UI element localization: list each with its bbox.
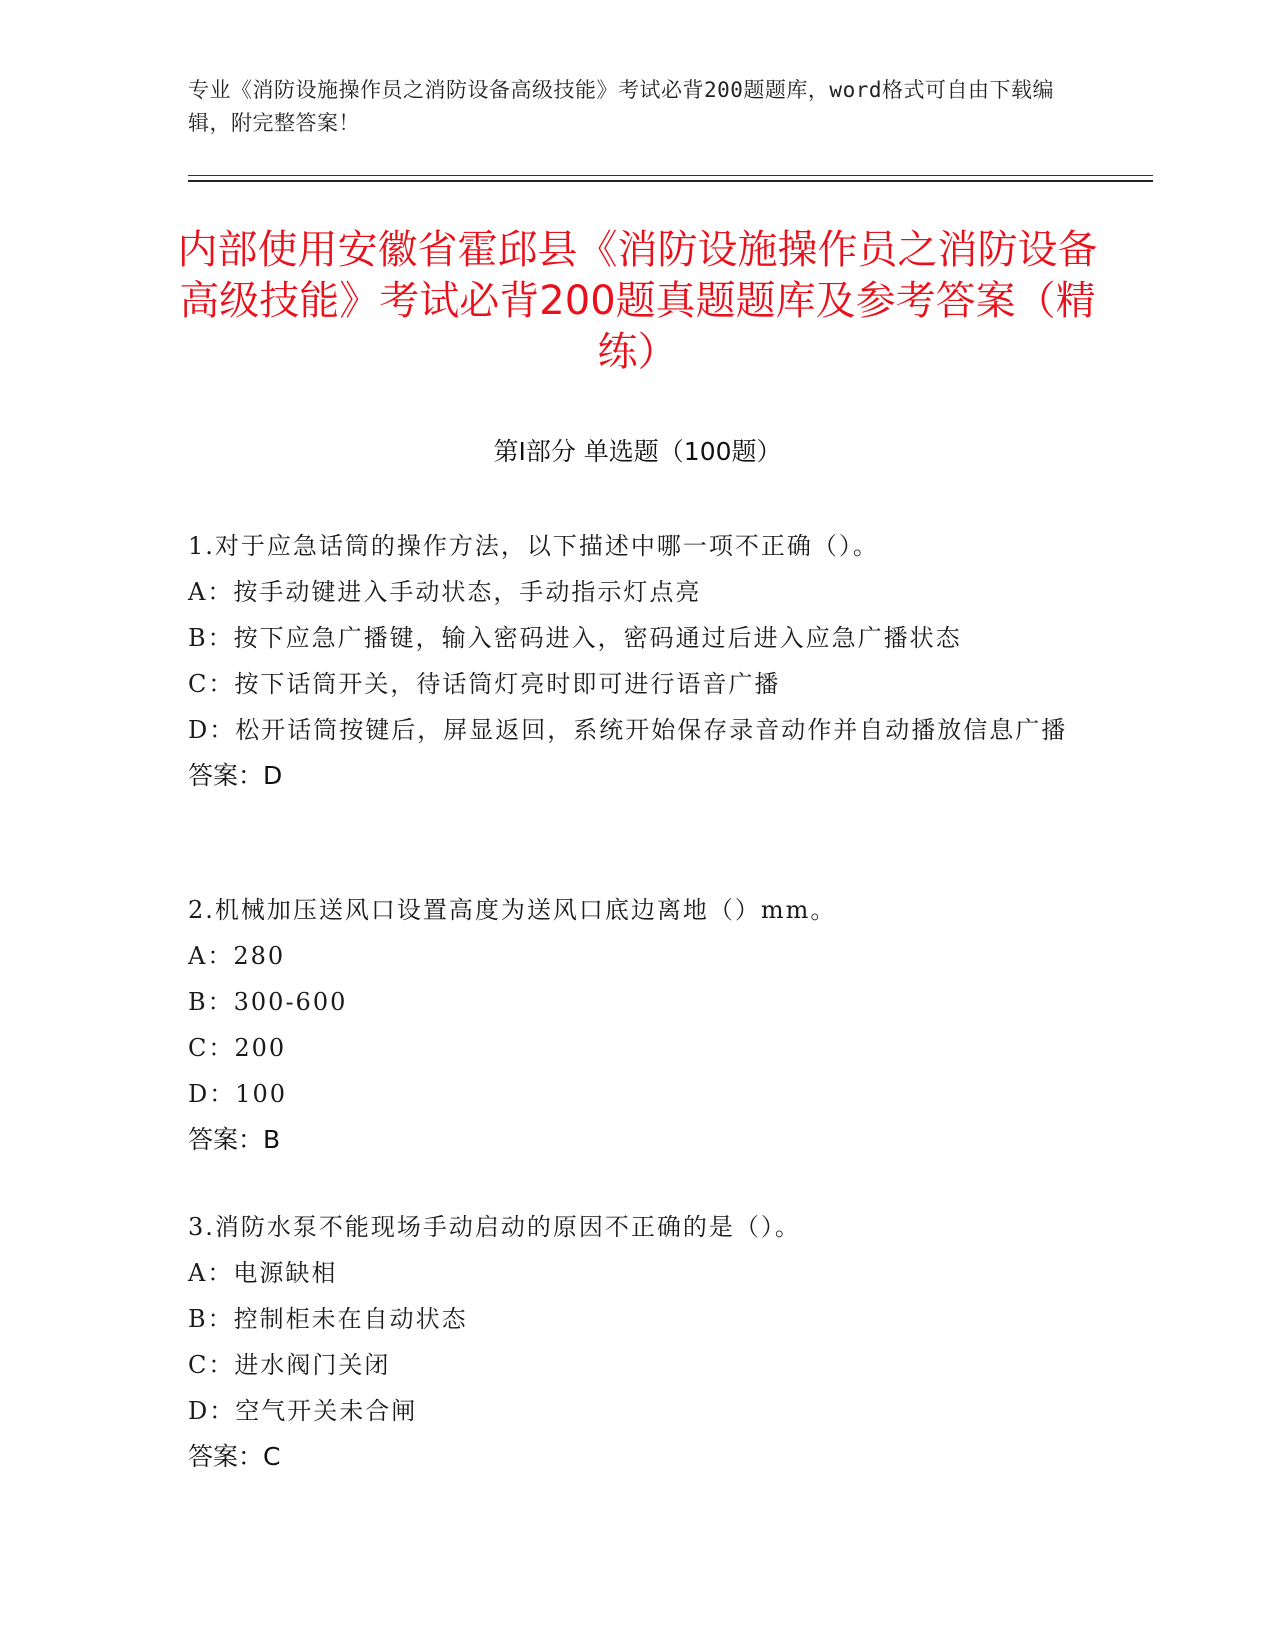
question-2 xyxy=(188,887,1088,1163)
option-c: C：200 xyxy=(188,1034,287,1062)
option-b: B：300-600 xyxy=(188,988,348,1016)
question-text: 2.机械加压送风口设置高度为送风口底边离地（）mm。 xyxy=(188,896,837,924)
option-c: C：按下话筒开关，待话筒灯亮时即可进行语音广播 xyxy=(188,670,781,698)
header-divider-thin xyxy=(188,175,1153,176)
answer: 答案：C xyxy=(188,1442,281,1471)
option-c: C：进水阀门关闭 xyxy=(188,1351,391,1379)
answer: 答案：B xyxy=(188,1125,281,1154)
header-note: 专业《消防设施操作员之消防设备高级技能》考试必背200题题库，word格式可自由下载编辑，附完整答案！ xyxy=(188,78,1054,135)
option-a: A：按手动键进入手动状态，手动指示灯点亮 xyxy=(188,578,702,606)
question-text: 3.消防水泵不能现场手动启动的原因不正确的是（）。 xyxy=(188,1213,801,1241)
question-1 xyxy=(188,523,1088,799)
answer: 答案：D xyxy=(188,761,283,790)
document-title: 内部使用安徽省霍邱县《消防设施操作员之消防设备高级技能》考试必背200题真题题库及参考答案（精练） xyxy=(177,227,1098,375)
section-title: 第I部分 单选题（100题） xyxy=(493,437,782,466)
option-a: A：电源缺相 xyxy=(188,1259,338,1287)
option-b: B：按下应急广播键，输入密码进入，密码通过后进入应急广播状态 xyxy=(188,624,962,652)
option-d: D：100 xyxy=(188,1080,288,1108)
option-a: A：280 xyxy=(188,942,286,970)
option-d: D：空气开关未合闸 xyxy=(188,1397,418,1425)
question-text: 1.对于应急话筒的操作方法，以下描述中哪一项不正确（）。 xyxy=(188,532,879,560)
header-divider-thick xyxy=(188,180,1153,182)
option-d: D：松开话筒按键后，屏显返回，系统开始保存录音动作并自动播放信息广播 xyxy=(188,716,1068,744)
option-b: B：控制柜未在自动状态 xyxy=(188,1305,468,1333)
question-3 xyxy=(188,1204,1088,1480)
